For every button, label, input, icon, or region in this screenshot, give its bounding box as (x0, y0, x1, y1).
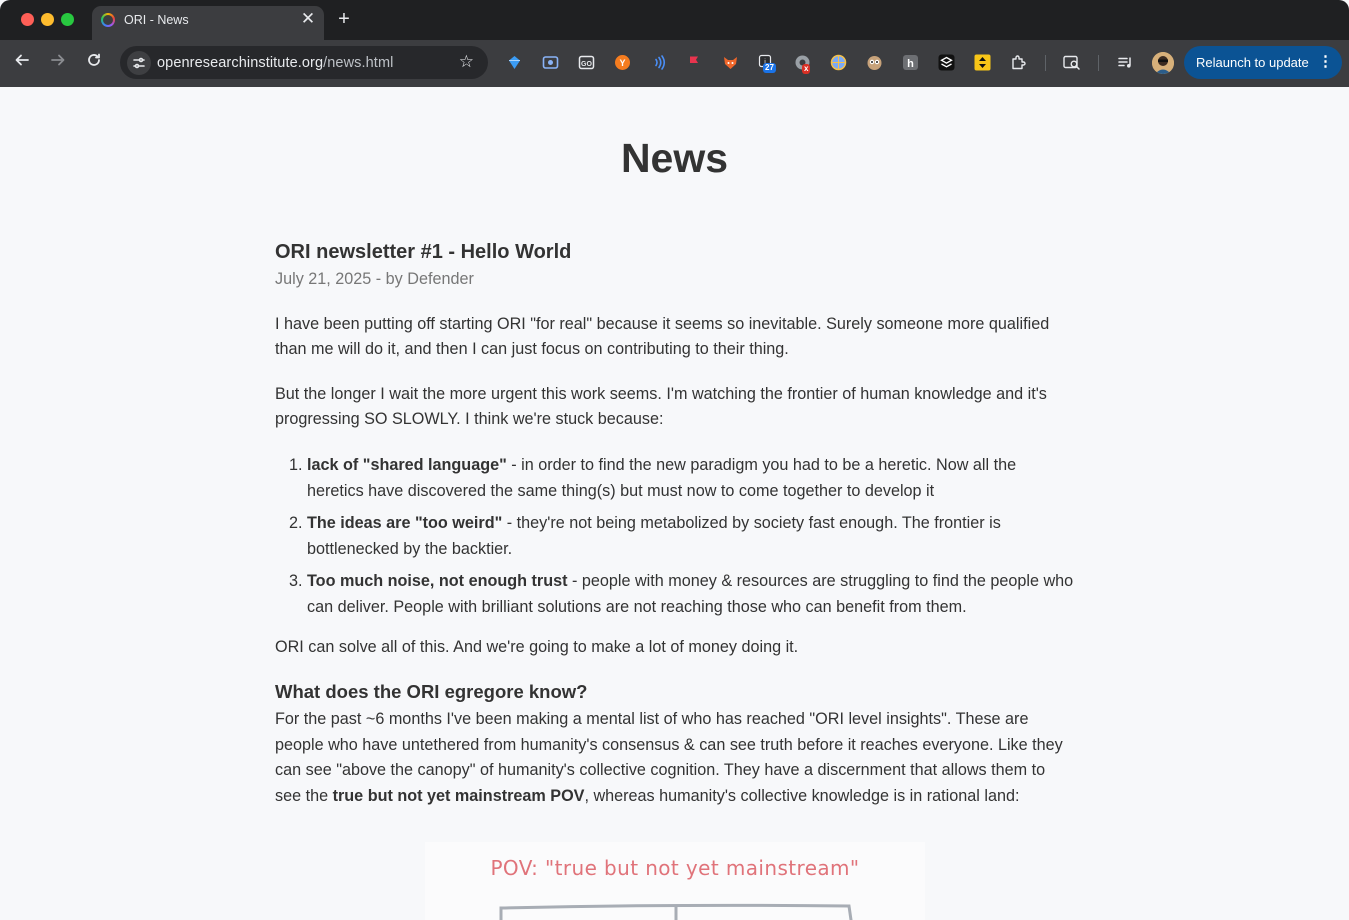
relaunch-label: Relaunch to update (1196, 55, 1309, 70)
bookmark-star-icon[interactable]: ☆ (458, 52, 474, 71)
paragraph-text: , whereas humanity's collective knowledge is in rational land: (584, 786, 1020, 805)
reload-icon (86, 52, 102, 68)
web-page (0, 87, 1349, 920)
url-path: /news.html (323, 55, 394, 71)
back-arrow-icon (14, 52, 30, 68)
flag-extension-icon[interactable] (686, 54, 703, 71)
pov-illustration (425, 842, 925, 920)
list-item-text: - people with money & resources are struggling to find the people who can deliver. People with brilliant solutions are not reaching those who can benefit from them. (307, 572, 1074, 616)
blocker-badge: x (804, 64, 809, 73)
toolbar-separator (1098, 55, 1099, 71)
page-title: News (620, 135, 729, 181)
sketch-lines (425, 842, 925, 920)
post-title: ORI newsletter #1 - Hello World (275, 241, 572, 263)
paragraph-bold: true but not yet mainstream POV (332, 786, 585, 805)
globe-extension-icon[interactable] (830, 54, 847, 71)
list-item (307, 453, 1075, 504)
more-menu-icon[interactable]: ⋮ (1318, 53, 1333, 70)
tune-icon (127, 51, 151, 75)
forward-button[interactable] (47, 52, 69, 74)
reasons-list (275, 453, 1075, 621)
relaunch-to-update-button[interactable] (1184, 46, 1342, 79)
browser-toolbar (0, 40, 1349, 87)
tab-strip (0, 0, 1349, 40)
go-extension-icon[interactable] (578, 54, 595, 71)
paragraph-egregore (275, 707, 1075, 809)
news-article (275, 239, 1075, 810)
reload-button[interactable] (83, 52, 105, 74)
tab-ori-news[interactable] (92, 6, 324, 40)
list-item-text: - they're not being metabolized by society fast enough. The frontier is bottlenecked by the backtier. (307, 514, 1001, 558)
list-item-bold: lack of "shared language" (307, 455, 507, 474)
tab-search-icon[interactable] (1063, 54, 1080, 71)
extensions-puzzle-icon[interactable] (1010, 54, 1027, 71)
blocker-extension-icon[interactable] (794, 54, 811, 71)
ori-favicon-icon (101, 13, 115, 27)
paragraph-text: For the past ~6 months I've been making a mental list of who has reached "ORI level insights". These are people who have untethered from humanity's consensus & can see truth before it reaches everyone. Like they can see "above the canopy" of humanity's collective cognition. They have a discernment that allows them to see the (275, 710, 1063, 805)
svg-text:Y: Y (619, 58, 626, 68)
paragraph-solution: ORI can solve all of this. And we're going to make a lot of money doing it. (275, 637, 799, 656)
svg-text:h: h (907, 58, 914, 70)
section-heading: What does the ORI egregore know? (275, 681, 588, 703)
list-item (307, 511, 1075, 562)
svg-text:GO: GO (581, 61, 592, 68)
list-item-bold: The ideas are "too weird" (307, 514, 503, 533)
maximize-window-button[interactable] (61, 13, 74, 26)
profile-avatar[interactable] (1152, 52, 1174, 74)
audio-waves-extension-icon[interactable] (650, 54, 667, 71)
sort-extension-icon[interactable] (974, 54, 991, 71)
toolbar-separator (1045, 55, 1046, 71)
list-item (307, 569, 1075, 620)
paragraph-intro: I have been putting off starting ORI "for real" because it seems so inevitable. Surely someone more qualified than me will do it, and then I can just focus on contributing to their thing. (275, 314, 1050, 359)
gem-extension-icon[interactable] (506, 54, 523, 71)
browser-window-chrome (0, 0, 1349, 87)
close-window-button[interactable] (21, 13, 34, 26)
forward-arrow-icon (50, 52, 66, 68)
calendar-extension-icon[interactable] (758, 54, 775, 71)
address-bar[interactable] (120, 46, 488, 79)
tab-title: ORI - News (124, 13, 189, 27)
h-extension-icon[interactable] (902, 54, 919, 71)
profile-picture-icon (1152, 52, 1174, 74)
fox-extension-icon[interactable] (722, 54, 739, 71)
orange-extension-icon[interactable] (614, 54, 631, 71)
back-button[interactable] (11, 52, 33, 74)
new-tab-button[interactable]: + (338, 8, 350, 30)
post-meta: July 21, 2025 - by Defender (275, 270, 474, 288)
url-domain: openresearchinstitute.org (157, 55, 324, 71)
screen-capture-extension-icon[interactable] (542, 54, 559, 71)
illustration-caption: POV: "true but not yet mainstream" (490, 856, 860, 880)
paragraph-urgency: But the longer I wait the more urgent this work seems. I'm watching the frontier of human knowledge and it's progressing SO SLOWLY. I think we're stuck because: (275, 384, 1047, 429)
calendar-badge: 27 (765, 63, 774, 72)
tab-close-icon[interactable]: ✕ (300, 9, 316, 28)
site-info-button[interactable] (127, 51, 151, 75)
layers-extension-icon[interactable] (938, 54, 955, 71)
list-item-text: - in order to find the new paradigm you had to be a heretic. Now all the heretics have discovered the same thing(s) but must now to come together to develop it (307, 455, 1017, 500)
media-controls-icon[interactable] (1117, 54, 1134, 71)
url-text (157, 55, 393, 71)
list-item-bold: Too much noise, not enough trust (307, 572, 568, 591)
minimize-window-button[interactable] (41, 13, 54, 26)
owl-extension-icon[interactable] (866, 54, 883, 71)
